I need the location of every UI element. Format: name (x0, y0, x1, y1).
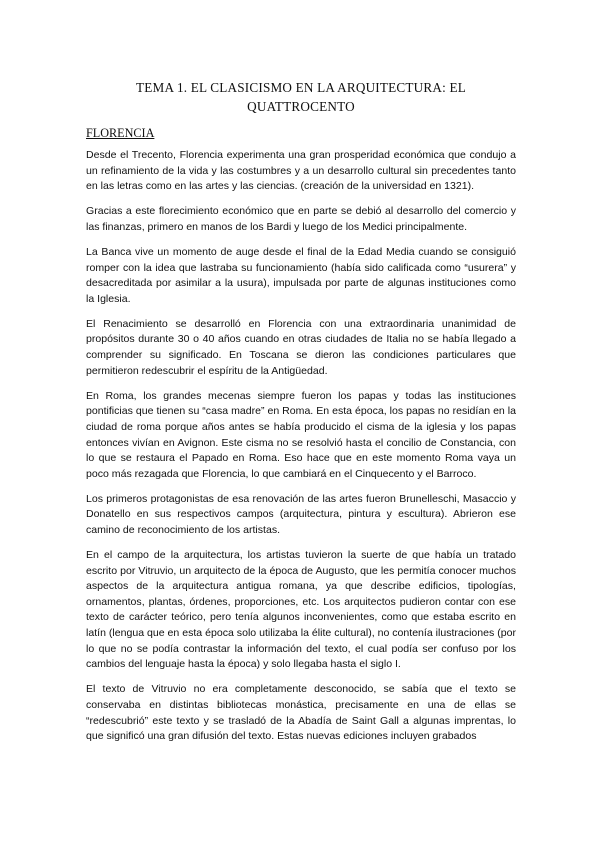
paragraph: La Banca vive un momento de auge desde el final de la Edad Media cuando se consiguió romper con la idea que lastraba su funcionamiento (había sido calificada como “usurera” y desacreditada por asimilar a la usura), impulsada por parte de algunas instituciones como la Iglesia. (86, 245, 516, 305)
paragraph: En el campo de la arquitectura, los artistas tuvieron la suerte de que había un tratado escrito por Vitruvio, un arquitecto de la época de Augusto, que les permitía conocer muchos aspectos de la arquitectura antigua romana, ya que describe edificios, tipologías, ornamentos, plantas, órdenes, proporciones, etc. Los arquitectos pudieron contar con ese texto de carácter teórico, pero tenía algunos inconvenientes, como que estaba escrito en latín (lengua que en esta época solo utilizaba la élite cultural), no contenía ilustraciones (por lo que no se podía contrastar la información del texto, el cual podía ser confuso por los cambios del lenguaje hasta la época) y solo llegaba hasta el siglo I. (86, 549, 516, 671)
paragraph: En Roma, los grandes mecenas siempre fueron los papas y todas las instituciones pontificias que tienen su “casa madre” en Roma. En esta época, los papas no residían en la ciudad de roma porque años antes se había producido el cisma de la iglesia y los papas entonces vivían en Avignon. Este cisma no se resolvió hasta el concilio de Constancia, con lo que se restaura el Papado en Roma. Eso hace que en este momento Roma vaya un poco más rezagada que Florencia, lo que cambiará en el Cinquecento y el Barroco. (86, 389, 516, 480)
paragraph: Los primeros protagonistas de esa renovación de las artes fueron Brunelleschi, Masaccio y Donatello en sus respectivos campos (arquitectura, pintura y escultura). Abrieron ese camino de reconocimiento de los artistas. (86, 492, 516, 536)
section-heading: FLORENCIA (86, 126, 155, 140)
paragraph: El Renacimiento se desarrolló en Florencia con una extraordinaria unanimidad de propósitos durante 30 o 40 años cuando en otras ciudades de Italia no se había llegado a comprender su significado. En Toscana se dieron las condiciones particulares que permitieron redescubrir el espíritu de la Antigüedad. (86, 317, 516, 377)
paragraph: Gracias a este florecimiento económico que en parte se debió al desarrollo del comercio y las finanzas, primero en manos de los Bardi y luego de los Medici principalmente. (86, 205, 516, 233)
paragraph: El texto de Vitruvio no era completamente desconocido, se sabía que el texto se conservaba en distintas bibliotecas monástica, precisamente en una de ellas se “redescubrió” este texto y se trasladó de la Abadía de Saint Gall a algunas imprentas, lo que significó una gran difusión del texto. Estas nuevas ediciones incluyen grabados (86, 683, 516, 743)
document-title: TEMA 1. EL CLASICISMO EN LA ARQUITECTURA: EL QUATTROCENTO (136, 80, 466, 114)
paragraph: Desde el Trecento, Florencia experimenta una gran prosperidad económica que condujo a un refinamiento de la vida y las costumbres y a un desarrollo cultural sin precedentes tanto en las letras como en las artes y las ciencias. (creación de la universidad en 1321). (86, 149, 516, 193)
